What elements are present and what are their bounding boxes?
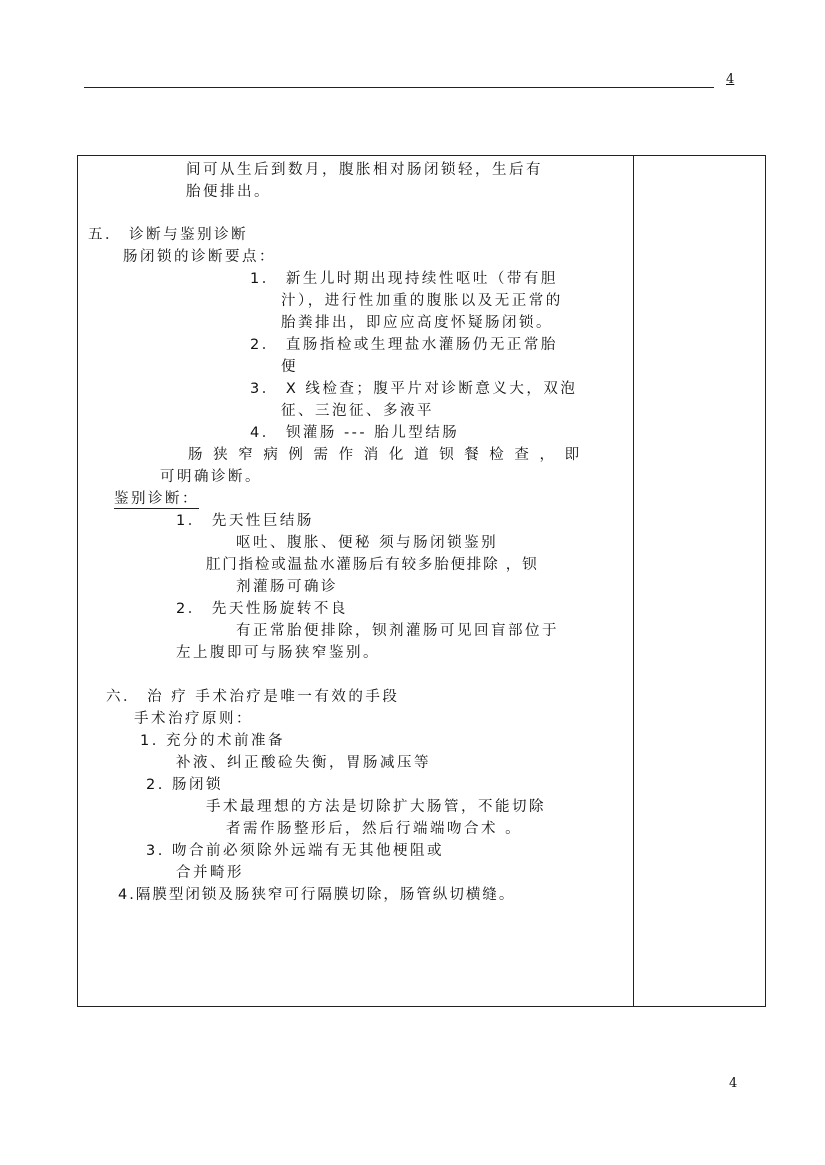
- text-line: 有正常胎便排除，钡剂灌肠可见回盲部位于: [236, 623, 559, 639]
- text-line: 手术最理想的方法是切除扩大肠管，不能切除: [206, 799, 546, 815]
- text-line: 者需作肠整形后，然后行端端吻合术 。: [226, 821, 523, 837]
- list-item: 1． 先天性巨结肠: [176, 513, 314, 529]
- list-item: 2. 肠闭锁: [146, 777, 223, 793]
- text-line: 征、三泡征、多液平: [281, 403, 434, 419]
- text-line: 补液、纠正酸硷失衡，胃肠减压等: [176, 755, 431, 771]
- subheading: 肠闭锁的诊断要点：: [123, 249, 276, 265]
- list-item: 1． 新生儿时期出现持续性呕吐（带有胆: [250, 271, 558, 287]
- content-table: [77, 155, 766, 1007]
- text-line: 便: [281, 359, 298, 375]
- list-item: 3. 吻合前必须除外远端有无其他梗阻或: [146, 843, 444, 859]
- footer-page-number: 4: [729, 1076, 738, 1091]
- subheading: 手术治疗原则：: [134, 711, 253, 727]
- list-item: 4.隔膜型闭锁及肠狭窄可行隔膜切除，肠管纵切横缝。: [118, 887, 516, 903]
- list-item: 3． X 线检查；腹平片对诊断意义大，双泡: [250, 381, 578, 397]
- section-heading: 五． 诊断与鉴别诊断: [88, 227, 249, 243]
- text-line: 胎粪排出，即应应高度怀疑肠闭锁。: [281, 315, 553, 331]
- text-line: 可明确诊断。: [160, 469, 262, 485]
- list-item: 4． 钡灌肠 --- 胎儿型结肠: [250, 425, 460, 441]
- list-item: 1. 充分的术前准备: [140, 733, 285, 749]
- header-page-number: 4: [726, 72, 735, 87]
- text-line: 间可从生后到数月，腹胀相对肠闭锁轻，生后有: [186, 162, 543, 178]
- differential-diagnosis-heading: 鉴别诊断：: [114, 491, 199, 507]
- list-item: 2． 直肠指检或生理盐水灌肠仍无正常胎: [250, 337, 558, 353]
- header-rule: [84, 87, 714, 88]
- text-line: 合并畸形: [176, 865, 244, 881]
- text-line: 胎便排出。: [186, 184, 271, 200]
- text-line: 汁），进行性加重的腹胀以及无正常的: [281, 293, 563, 309]
- text-line: 呕吐、腹胀、便秘 须与肠闭锁鉴别: [236, 535, 499, 551]
- column-divider: [633, 156, 634, 1006]
- text-line: 肠 狭 窄 病 例 需 作 消 化 道 钡 餐 检 查 ， 即: [188, 447, 583, 463]
- section-heading: 六． 治 疗 手术治疗是唯一有效的手段: [106, 689, 400, 705]
- list-item: 2． 先天性肠旋转不良: [176, 601, 348, 617]
- text-line: 剂灌肠可确诊: [236, 579, 338, 595]
- text-line: 左上腹即可与肠狭窄鉴别。: [176, 645, 380, 661]
- text-line: 肛门指检或温盐水灌肠后有较多胎便排除 ，钡: [206, 557, 539, 573]
